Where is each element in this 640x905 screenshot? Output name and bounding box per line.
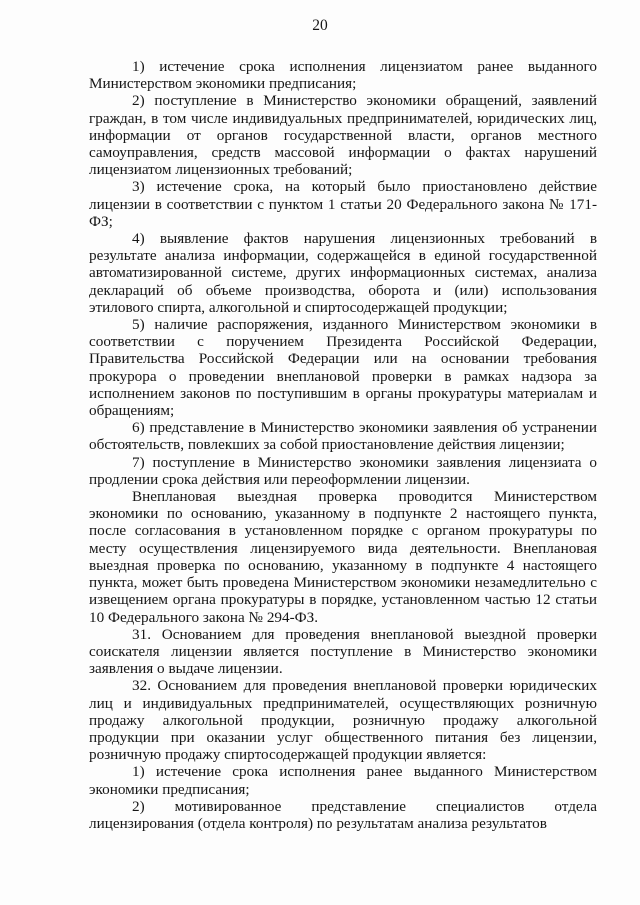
paragraph-clause-32-item-2: 2) мотивированное представление специалистов отдела лицензирования (отдела контроля) по результатам анализа результатов [89,797,597,832]
paragraph-item-5: 5) наличие распоряжения, изданного Министерством экономики в соответствии с поручением Президента Российской Федерации, Правительства Российской Федерации или на основании требования прокурора о проведении внеплановой проверки в рамках надзора за исполнением законов по поступившим в органы прокуратуры материалам и обращениям; [89,316,597,420]
paragraph-clause-32: 32. Основанием для проведения внеплановой проверки юридических лиц и индивидуальных предпринимателей, осуществляющих розничную продажу алкогольной продукции, розничную продажу алкогольной продукции при оказании услуг общественного питания без лицензии, розничную продажу спиртосодержащей продукции является: [89,677,597,764]
paragraph-item-3: 3) истечение срока, на который было приостановлено действие лицензии в соответствии с пунктом 1 статьи 20 Федерального закона № 171-ФЗ; [89,178,597,230]
page-number: 20 [312,17,328,34]
paragraph-clause-31: 31. Основанием для проведения внеплановой выездной проверки соискателя лицензии является поступление в Министерство экономики заявления о выдаче лицензии. [89,625,597,678]
paragraph-item-2: 2) поступление в Министерство экономики обращений, заявлений граждан, в том числе индивидуальных предпринимателей, юридических лиц, информации от органов государственной власти, органов местного самоуправления, средств массовой информации о фактах нарушений лицензиатом лицензионных требований; [89,92,597,179]
paragraph-item-6: 6) представление в Министерство экономики заявления об устранении обстоятельств, повлекших за собой приостановление действия лицензии; [89,419,597,454]
paragraph-unscheduled-inspection: Внеплановая выездная проверка проводится Министерством экономики по основанию, указанному в подпункте 2 настоящего пункта, после согласования в установленном порядке с органом прокуратуры по месту осуществления лицензируемого вида деятельности. Внеплановая выездная проверка по основанию, указанному в подпункте 4 настоящего пункта, может быть проведена Министерством экономики незамедлительно с извещением органа прокуратуры в порядке, установленном частью 12 статьи 10 Федерального закона № 294-ФЗ. [89,488,597,626]
paragraph-item-4: 4) выявление фактов нарушения лицензионных требований в результате анализа информации, содержащейся в единой государственной автоматизированной системе, других информационных системах, анализа деклараций об объеме производства, оборота и (или) использования этилового спирта, алкогольной и спиртосодержащей продукции; [89,230,597,316]
document-body [89,58,597,832]
paragraph-item-7: 7) поступление в Министерство экономики заявления лицензиата о продлении срока действия или переоформлении лицензии. [89,453,597,488]
paragraph-item-1: 1) истечение срока исполнения лицензиатом ранее выданного Министерством экономики предписания; [89,58,597,93]
paragraph-clause-32-item-1: 1) истечение срока исполнения ранее выданного Министерством экономики предписания; [89,763,597,798]
